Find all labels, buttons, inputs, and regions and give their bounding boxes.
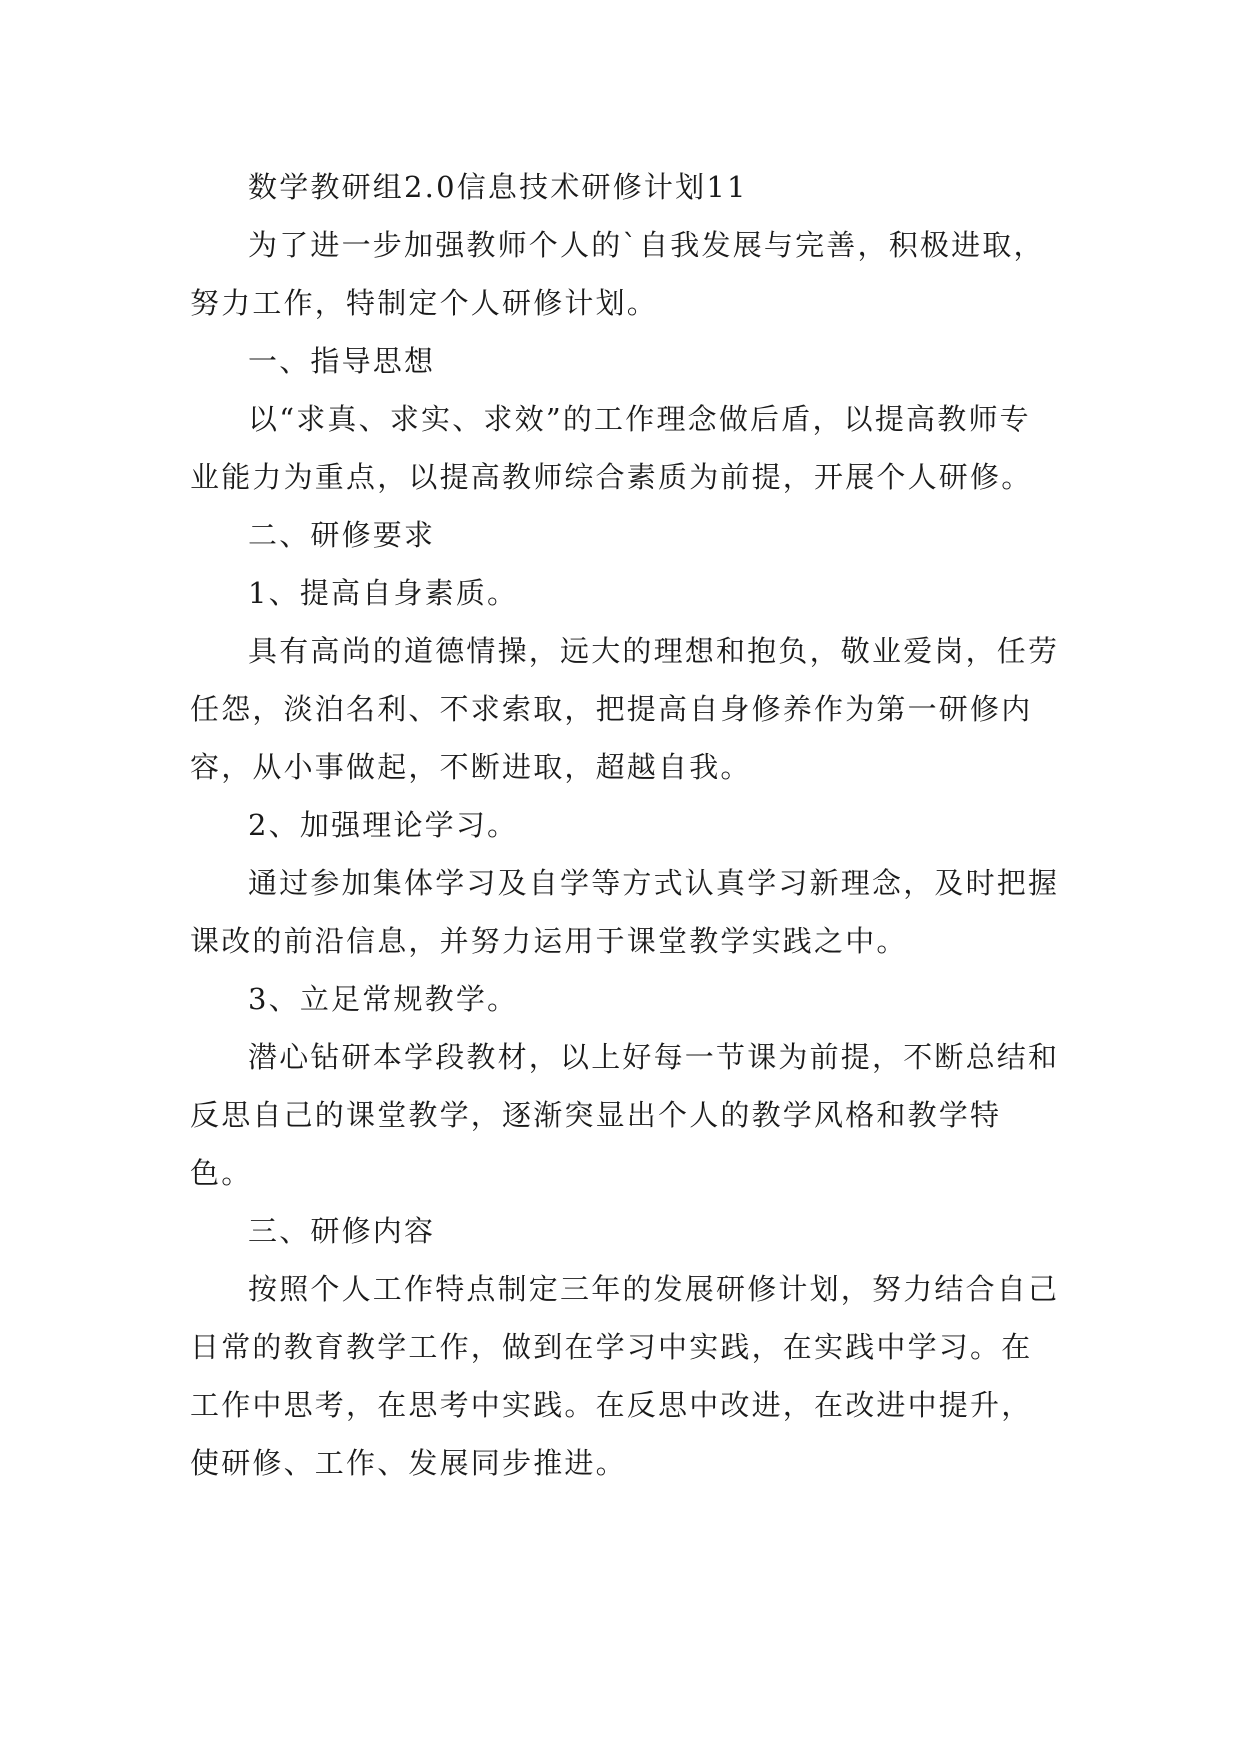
paragraph-theory-study: 通过参加集体学习及自学等方式认真学习新理念，及时把握课改的前沿信息，并努力运用于课堂教学实践之中。	[190, 866, 1060, 958]
paragraph-guiding-ideology: 以“求真、求实、求效”的工作理念做后盾，以提高教师专业能力为重点，以提高教师综合素质为前提，开展个人研修。	[190, 402, 1033, 494]
subheading-routine-teaching: 3、立足常规教学。	[248, 982, 519, 1016]
document-title: 数学教研组2.0信息技术研修计划11	[248, 170, 748, 204]
subheading-improve-quality: 1、提高自身素质。	[248, 576, 519, 610]
section-heading-guiding-ideology: 一、指导思想	[248, 344, 436, 378]
paragraph-routine-teaching: 潜心钻研本学段教材，以上好每一节课为前提，不断总结和反思自己的课堂教学，逐渐突显出个人的教学风格和教学特色。	[190, 1040, 1060, 1190]
paragraph-intro: 为了进一步加强教师个人的`自我发展与完善，积极进取，努力工作，特制定个人研修计划。	[190, 228, 1045, 320]
subheading-theory-study: 2、加强理论学习。	[248, 808, 519, 842]
section-heading-requirements: 二、研修要求	[248, 518, 436, 552]
document-body	[190, 158, 1060, 1492]
paragraph-improve-quality: 具有高尚的道德情操，远大的理想和抱负，敬业爱岗，任劳任怨，淡泊名利、不求索取，把提高自身修养作为第一研修内容，从小事做起，不断进取，超越自我。	[190, 634, 1060, 784]
paragraph-content: 按照个人工作特点制定三年的发展研修计划，努力结合自己日常的教育教学工作，做到在学习中实践，在实践中学习。在工作中思考，在思考中实践。在反思中改进，在改进中提升，使研修、工作、发展同步推进。	[190, 1272, 1060, 1480]
section-heading-content: 三、研修内容	[248, 1214, 436, 1248]
